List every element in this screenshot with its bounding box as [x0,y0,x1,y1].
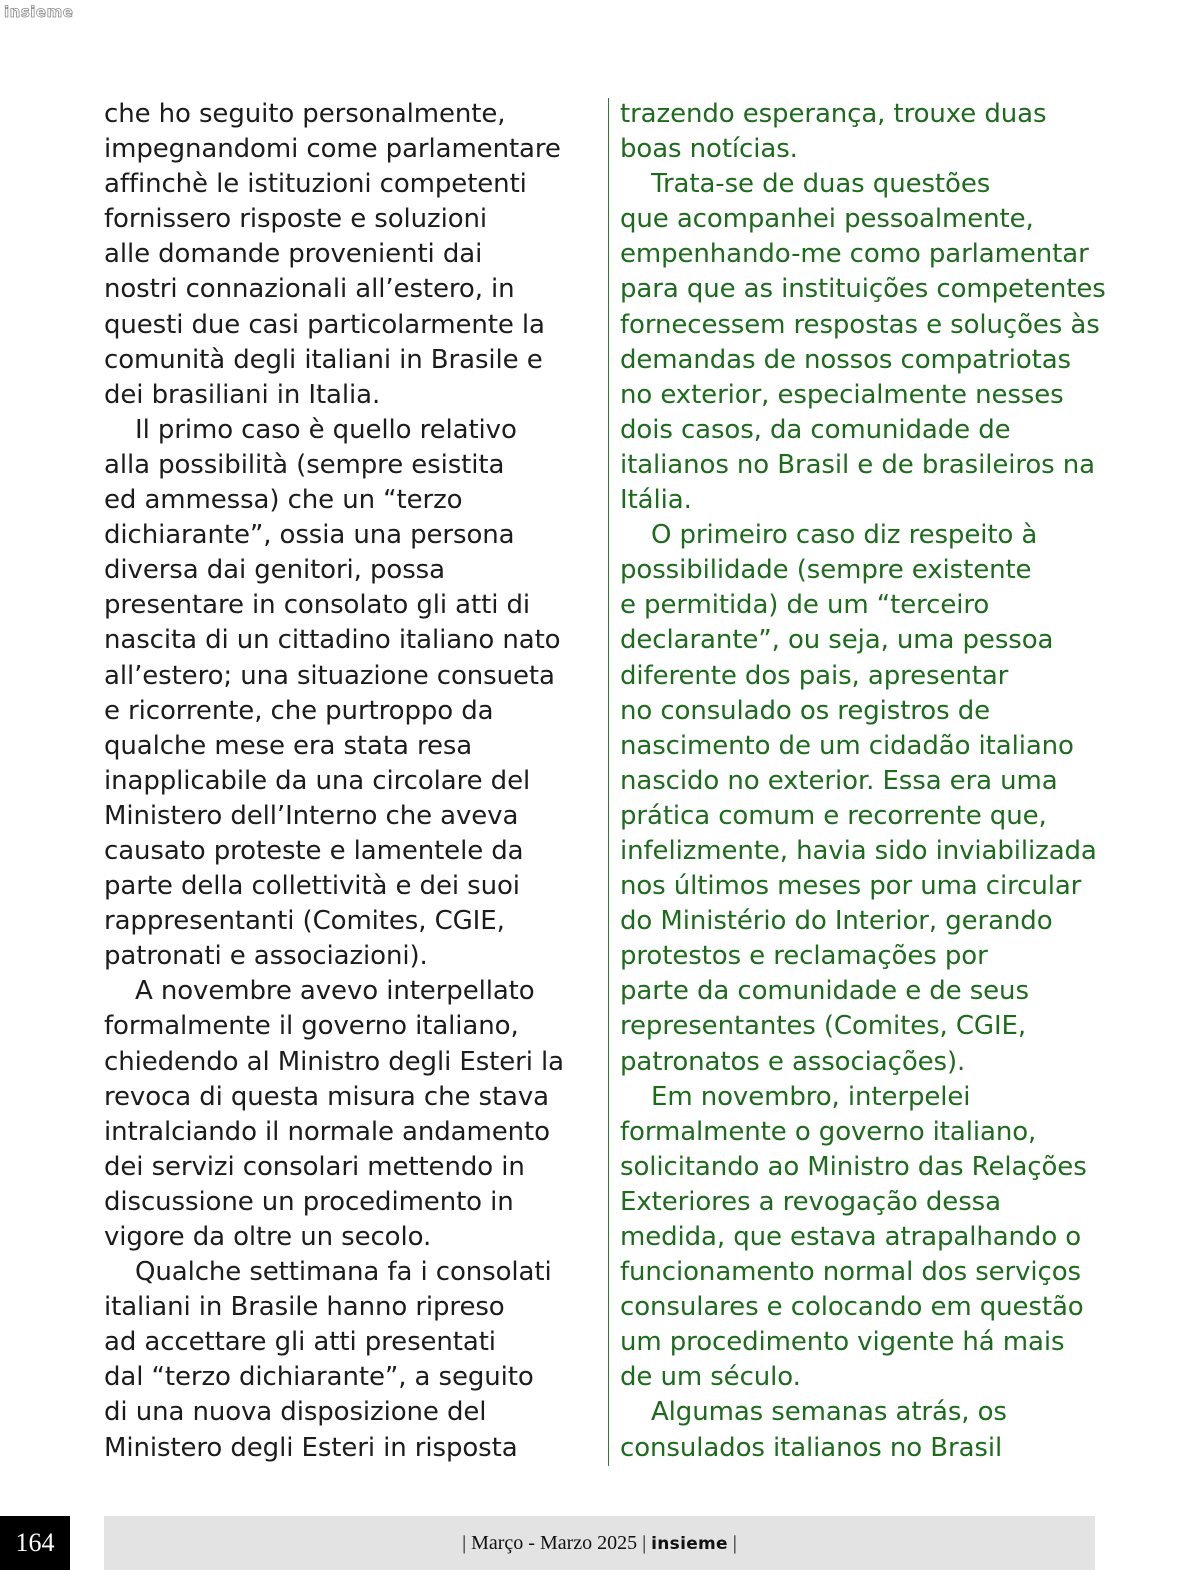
italian-line: all’estero; una situazione consueta [104,660,555,691]
italian-line: inapplicabile da una circolare del [104,765,531,796]
italian-column [104,97,594,1466]
italian-line: revoca di questa misura che stava [104,1081,549,1112]
italian-line: rappresentanti (Comites, CGIE, [104,906,505,937]
portuguese-line: nos últimos meses por uma circular [620,871,1082,902]
italian-line: A novembre avevo interpellato [135,976,535,1007]
italian-line: comunità degli italiani in Brasile e [104,344,543,375]
footer-date: | Março - Marzo 2025 | [462,1532,647,1554]
portuguese-line: e permitida) de um “terceiro [620,590,990,621]
italian-line: affinchè le istituzioni competenti [104,169,527,200]
italian-line: parte della collettività e dei suoi [104,871,520,902]
italian-line: questi due casi particolarmente la [104,309,545,340]
portuguese-line: no consulado os registros de [620,695,991,726]
portuguese-line: trazendo esperança, trouxe duas [620,99,1047,129]
portuguese-line: consulados italianos no Brasil [620,1432,1003,1463]
italian-line: nascita di un cittadino italiano nato [104,625,561,656]
italian-line: dei servizi consolari mettendo in [104,1151,525,1182]
portuguese-line: solicitando ao Ministro das Relações [620,1151,1087,1182]
portuguese-line: nascido no exterior. Essa era uma [620,765,1058,796]
italian-line: vigore da oltre un secolo. [104,1222,432,1252]
portuguese-line: no exterior, especialmente nesses [620,379,1064,410]
masthead-logo: insieme [4,3,74,21]
portuguese-line: italianos no Brasil e de brasileiros na [620,449,1096,480]
portuguese-line: consulares e colocando em questão [620,1292,1084,1323]
portuguese-line: dois casos, da comunidade de [620,414,1011,445]
portuguese-line: patronatos e associações). [620,1046,966,1077]
italian-line: fornissero risposte e soluzioni [104,204,488,235]
portuguese-line: demandas de nossos compatriotas [620,344,1071,375]
italian-line: presentare in consolato gli atti di [104,590,531,621]
page-number: 164 [0,1516,70,1570]
italian-line: causato proteste e lamentele da [104,835,524,866]
portuguese-line: Em novembro, interpelei [651,1081,971,1112]
italian-line: nostri connazionali all’estero, in [104,274,515,305]
italian-line: dei brasiliani in Italia. [104,379,381,410]
italian-line: intralciando il normale andamento [104,1116,550,1147]
portuguese-line: medida, que estava atrapalhando o [620,1222,1082,1252]
portuguese-line: para que as instituições competentes [620,274,1106,305]
footer-issue-line [104,1532,1095,1555]
italian-line: impegnandomi come parlamentare [104,134,561,165]
portuguese-line: do Ministério do Interior, gerando [620,906,1053,937]
portuguese-line: representantes (Comites, CGIE, [620,1011,1027,1042]
portuguese-line: que acompanhei pessoalmente, [620,204,1034,235]
portuguese-line: formalmente o governo italiano, [620,1116,1037,1147]
italian-line: dal “terzo dichiarante”, a seguito [104,1362,534,1393]
italian-line: alla possibilità (sempre esistita [104,449,505,480]
italian-line: patronati e associazioni). [104,941,428,972]
portuguese-line: parte da comunidade e de seus [620,976,1029,1007]
portuguese-line: infelizmente, havia sido inviabilizada [620,835,1097,866]
portuguese-line: empenhando-me como parlamentar [620,239,1089,270]
italian-line: italiani in Brasile hanno ripreso [104,1292,505,1323]
italian-line: che ho seguito personalmente, [104,99,506,129]
footer-separator: | [732,1532,737,1554]
italian-line: e ricorrente, che purtroppo da [104,695,494,726]
portuguese-line: Algumas semanas atrás, os [651,1397,1007,1428]
italian-line: chiedendo al Ministro degli Esteri la [104,1046,564,1077]
portuguese-line: Exteriores a revogação dessa [620,1186,1001,1217]
italian-line: Qualche settimana fa i consolati [135,1257,552,1288]
italian-line: discussione un procedimento in [104,1186,514,1217]
italian-line: ad accettare gli atti presentati [104,1327,496,1358]
portuguese-line: O primeiro caso diz respeito à [651,520,1038,551]
italian-line: dichiarante”, ossia una persona [104,520,515,551]
portuguese-line: funcionamento normal dos serviços [620,1257,1081,1288]
italian-line: qualche mese era stata resa [104,730,473,761]
portuguese-line: protestos e reclamações por [620,941,988,972]
italian-line: diversa dai genitori, possa [104,555,445,586]
italian-line: di una nuova disposizione del [104,1397,487,1428]
portuguese-line: declarante”, ou seja, uma pessoa [620,625,1054,656]
italian-line: Il primo caso è quello relativo [135,414,517,445]
portuguese-line: de um século. [620,1362,801,1393]
portuguese-column [620,97,1110,1466]
footer-logo: insieme [651,1534,728,1554]
portuguese-line: nascimento de um cidadão italiano [620,730,1074,761]
portuguese-line: Trata-se de duas questões [651,169,991,200]
italian-line: formalmente il governo italiano, [104,1011,519,1042]
column-divider [608,98,609,1466]
italian-line: Ministero degli Esteri in risposta [104,1432,518,1463]
italian-line: Ministero dell’Interno che aveva [104,800,519,831]
italian-line: ed ammessa) che un “terzo [104,485,463,516]
portuguese-line: fornecessem respostas e soluções às [620,309,1100,340]
footer-band [104,1516,1095,1570]
portuguese-line: possibilidade (sempre existente [620,555,1032,586]
portuguese-line: prática comum e recorrente que, [620,800,1047,831]
portuguese-line: um procedimento vigente há mais [620,1327,1065,1358]
portuguese-line: boas notícias. [620,134,798,165]
portuguese-line: diferente dos pais, apresentar [620,660,1009,691]
portuguese-line: Itália. [620,485,692,516]
italian-line: alle domande provenienti dai [104,239,483,270]
